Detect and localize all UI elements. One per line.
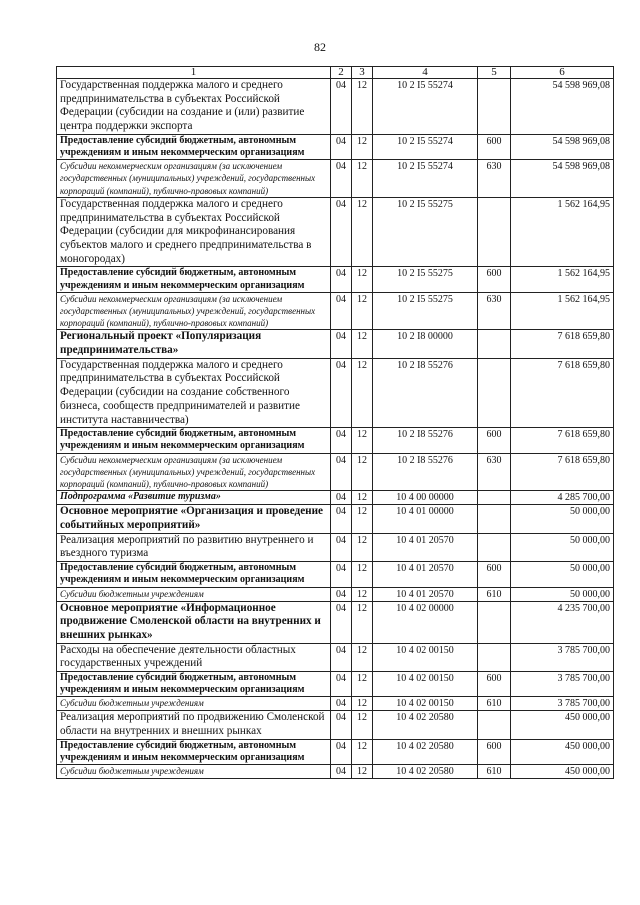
target-article-cell: 10 2 I5 55274 <box>373 79 478 135</box>
section-code-cell: 04 <box>331 330 352 358</box>
target-article-cell: 10 2 I8 00000 <box>373 330 478 358</box>
subsection-code-cell: 12 <box>352 491 373 505</box>
target-article-cell: 10 4 02 00000 <box>373 601 478 643</box>
amount-cell: 54 598 969,08 <box>511 160 614 198</box>
section-code-cell: 04 <box>331 562 352 587</box>
section-code-cell: 04 <box>331 672 352 697</box>
amount-cell: 7 618 659,80 <box>511 358 614 428</box>
amount-cell: 450 000,00 <box>511 765 614 779</box>
expense-type-cell: 600 <box>478 267 511 292</box>
table-row <box>57 197 614 267</box>
row-name-cell: Субсидии бюджетным учреждениям <box>57 587 331 601</box>
amount-cell: 54 598 969,08 <box>511 79 614 135</box>
target-article-cell: 10 2 I5 55274 <box>373 160 478 198</box>
expense-type-cell: 630 <box>478 453 511 491</box>
amount-cell: 450 000,00 <box>511 739 614 764</box>
target-article-cell: 10 4 01 20570 <box>373 562 478 587</box>
expense-type-cell <box>478 711 511 739</box>
table-row <box>57 358 614 428</box>
expense-type-cell <box>478 601 511 643</box>
table-row <box>57 711 614 739</box>
target-article-cell: 10 2 I5 55274 <box>373 134 478 159</box>
target-article-cell: 10 2 I8 55276 <box>373 453 478 491</box>
row-name-cell: Предоставление субсидий бюджетным, автономным учреждениям и иным некоммерческим организациям <box>57 428 331 453</box>
subsection-code-cell: 12 <box>352 134 373 159</box>
subsection-code-cell: 12 <box>352 533 373 561</box>
section-code-cell: 04 <box>331 697 352 711</box>
target-article-cell: 10 2 I5 55275 <box>373 267 478 292</box>
target-article-cell: 10 2 I5 55275 <box>373 197 478 267</box>
amount-cell: 7 618 659,80 <box>511 330 614 358</box>
target-article-cell: 10 4 02 20580 <box>373 739 478 764</box>
target-article-cell: 10 4 01 20570 <box>373 533 478 561</box>
target-article-cell: 10 4 01 00000 <box>373 505 478 533</box>
table-row <box>57 672 614 697</box>
row-name-cell: Основное мероприятие «Информационное продвижение Смоленской области на внутренних и внешних рынках» <box>57 601 331 643</box>
expense-type-cell <box>478 197 511 267</box>
table-row <box>57 533 614 561</box>
section-code-cell: 04 <box>331 601 352 643</box>
table-body <box>57 79 614 779</box>
amount-cell: 50 000,00 <box>511 533 614 561</box>
section-code-cell: 04 <box>331 533 352 561</box>
subsection-code-cell: 12 <box>352 672 373 697</box>
row-name-cell: Субсидии некоммерческим организациям (за исключением государственных (муниципальных) учреждений, государственных корпораций (компаний), публично-правовых компаний) <box>57 160 331 198</box>
table-row <box>57 739 614 764</box>
expense-type-cell <box>478 358 511 428</box>
subsection-code-cell: 12 <box>352 643 373 671</box>
amount-cell: 54 598 969,08 <box>511 134 614 159</box>
table-row <box>57 267 614 292</box>
amount-cell: 3 785 700,00 <box>511 697 614 711</box>
expense-type-cell: 600 <box>478 739 511 764</box>
target-article-cell: 10 2 I8 55276 <box>373 358 478 428</box>
table-row <box>57 453 614 491</box>
column-header-2: 2 <box>331 67 352 79</box>
column-header-5: 5 <box>478 67 511 79</box>
column-header-3: 3 <box>352 67 373 79</box>
budget-table <box>56 66 614 779</box>
row-name-cell: Основное мероприятие «Организация и проведение событийных мероприятий» <box>57 505 331 533</box>
expense-type-cell: 600 <box>478 562 511 587</box>
section-code-cell: 04 <box>331 160 352 198</box>
table-row <box>57 160 614 198</box>
section-code-cell: 04 <box>331 739 352 764</box>
subsection-code-cell: 12 <box>352 292 373 330</box>
expense-type-cell: 610 <box>478 765 511 779</box>
amount-cell: 50 000,00 <box>511 505 614 533</box>
expense-type-cell: 630 <box>478 160 511 198</box>
target-article-cell: 10 4 01 20570 <box>373 587 478 601</box>
section-code-cell: 04 <box>331 711 352 739</box>
row-name-cell: Государственная поддержка малого и среднего предпринимательства в субъектах Российской Федерации (субсидии для микрофинансирования субъектов малого и среднего предпринимательства в моногородах) <box>57 197 331 267</box>
row-name-cell: Субсидии бюджетным учреждениям <box>57 765 331 779</box>
expense-type-cell <box>478 491 511 505</box>
row-name-cell: Предоставление субсидий бюджетным, автономным учреждениям и иным некоммерческим организациям <box>57 134 331 159</box>
amount-cell: 3 785 700,00 <box>511 643 614 671</box>
row-name-cell: Государственная поддержка малого и среднего предпринимательства в субъектах Российской Федерации (субсидии на создание и (или) развитие центра поддержки экспорта <box>57 79 331 135</box>
expense-type-cell <box>478 643 511 671</box>
section-code-cell: 04 <box>331 453 352 491</box>
expense-type-cell: 600 <box>478 134 511 159</box>
expense-type-cell: 600 <box>478 672 511 697</box>
expense-type-cell: 610 <box>478 697 511 711</box>
table-row <box>57 505 614 533</box>
expense-type-cell: 610 <box>478 587 511 601</box>
table-row <box>57 562 614 587</box>
row-name-cell: Субсидии бюджетным учреждениям <box>57 697 331 711</box>
table-row <box>57 601 614 643</box>
amount-cell: 7 618 659,80 <box>511 428 614 453</box>
column-header-1: 1 <box>57 67 331 79</box>
expense-type-cell <box>478 533 511 561</box>
row-name-cell: Субсидии некоммерческим организациям (за исключением государственных (муниципальных) учреждений, государственных корпораций (компаний), публично-правовых компаний) <box>57 453 331 491</box>
target-article-cell: 10 4 00 00000 <box>373 491 478 505</box>
table-row <box>57 330 614 358</box>
row-name-cell: Предоставление субсидий бюджетным, автономным учреждениям и иным некоммерческим организациям <box>57 672 331 697</box>
subsection-code-cell: 12 <box>352 587 373 601</box>
subsection-code-cell: 12 <box>352 160 373 198</box>
expense-type-cell: 600 <box>478 428 511 453</box>
subsection-code-cell: 12 <box>352 697 373 711</box>
amount-cell: 4 235 700,00 <box>511 601 614 643</box>
row-name-cell: Предоставление субсидий бюджетным, автономным учреждениям и иным некоммерческим организациям <box>57 267 331 292</box>
target-article-cell: 10 2 I5 55275 <box>373 292 478 330</box>
section-code-cell: 04 <box>331 358 352 428</box>
amount-cell: 50 000,00 <box>511 587 614 601</box>
section-code-cell: 04 <box>331 197 352 267</box>
target-article-cell: 10 2 I8 55276 <box>373 428 478 453</box>
table-row <box>57 428 614 453</box>
amount-cell: 3 785 700,00 <box>511 672 614 697</box>
table-row <box>57 134 614 159</box>
section-code-cell: 04 <box>331 505 352 533</box>
section-code-cell: 04 <box>331 79 352 135</box>
target-article-cell: 10 4 02 00150 <box>373 672 478 697</box>
table-row <box>57 643 614 671</box>
row-name-cell: Реализация мероприятий по развитию внутреннего и въездного туризма <box>57 533 331 561</box>
section-code-cell: 04 <box>331 428 352 453</box>
target-article-cell: 10 4 02 00150 <box>373 643 478 671</box>
row-name-cell: Предоставление субсидий бюджетным, автономным учреждениям и иным некоммерческим организациям <box>57 562 331 587</box>
target-article-cell: 10 4 02 20580 <box>373 711 478 739</box>
row-name-cell: Подпрограмма «Развитие туризма» <box>57 491 331 505</box>
row-name-cell: Предоставление субсидий бюджетным, автономным учреждениям и иным некоммерческим организациям <box>57 739 331 764</box>
table-row <box>57 587 614 601</box>
section-code-cell: 04 <box>331 587 352 601</box>
expense-type-cell: 630 <box>478 292 511 330</box>
table-row <box>57 697 614 711</box>
amount-cell: 4 285 700,00 <box>511 491 614 505</box>
subsection-code-cell: 12 <box>352 505 373 533</box>
table-header-row <box>57 67 614 79</box>
section-code-cell: 04 <box>331 643 352 671</box>
row-name-cell: Расходы на обеспечение деятельности областных государственных учреждений <box>57 643 331 671</box>
expense-type-cell <box>478 79 511 135</box>
expense-type-cell <box>478 330 511 358</box>
section-code-cell: 04 <box>331 267 352 292</box>
amount-cell: 1 562 164,95 <box>511 197 614 267</box>
amount-cell: 7 618 659,80 <box>511 453 614 491</box>
row-name-cell: Региональный проект «Популяризация предпринимательства» <box>57 330 331 358</box>
table-row <box>57 491 614 505</box>
subsection-code-cell: 12 <box>352 601 373 643</box>
table-row <box>57 765 614 779</box>
table-row <box>57 79 614 135</box>
amount-cell: 1 562 164,95 <box>511 267 614 292</box>
subsection-code-cell: 12 <box>352 562 373 587</box>
amount-cell: 50 000,00 <box>511 562 614 587</box>
table-row <box>57 292 614 330</box>
subsection-code-cell: 12 <box>352 197 373 267</box>
section-code-cell: 04 <box>331 491 352 505</box>
column-header-6: 6 <box>511 67 614 79</box>
section-code-cell: 04 <box>331 765 352 779</box>
section-code-cell: 04 <box>331 134 352 159</box>
subsection-code-cell: 12 <box>352 79 373 135</box>
target-article-cell: 10 4 02 20580 <box>373 765 478 779</box>
subsection-code-cell: 12 <box>352 711 373 739</box>
page-number: 82 <box>314 40 326 54</box>
amount-cell: 1 562 164,95 <box>511 292 614 330</box>
amount-cell: 450 000,00 <box>511 711 614 739</box>
subsection-code-cell: 12 <box>352 765 373 779</box>
subsection-code-cell: 12 <box>352 330 373 358</box>
row-name-cell: Субсидии некоммерческим организациям (за исключением государственных (муниципальных) учреждений, государственных корпораций (компаний), публично-правовых компаний) <box>57 292 331 330</box>
subsection-code-cell: 12 <box>352 267 373 292</box>
subsection-code-cell: 12 <box>352 739 373 764</box>
subsection-code-cell: 12 <box>352 453 373 491</box>
column-header-4: 4 <box>373 67 478 79</box>
target-article-cell: 10 4 02 00150 <box>373 697 478 711</box>
row-name-cell: Государственная поддержка малого и среднего предпринимательства в субъектах Российской Федерации (субсидии на создание собственного бизнеса, сообществ предпринимателей и развитие института наставничества) <box>57 358 331 428</box>
section-code-cell: 04 <box>331 292 352 330</box>
expense-type-cell <box>478 505 511 533</box>
subsection-code-cell: 12 <box>352 358 373 428</box>
row-name-cell: Реализация мероприятий по продвижению Смоленской области на внутренних и внешних рынках <box>57 711 331 739</box>
subsection-code-cell: 12 <box>352 428 373 453</box>
